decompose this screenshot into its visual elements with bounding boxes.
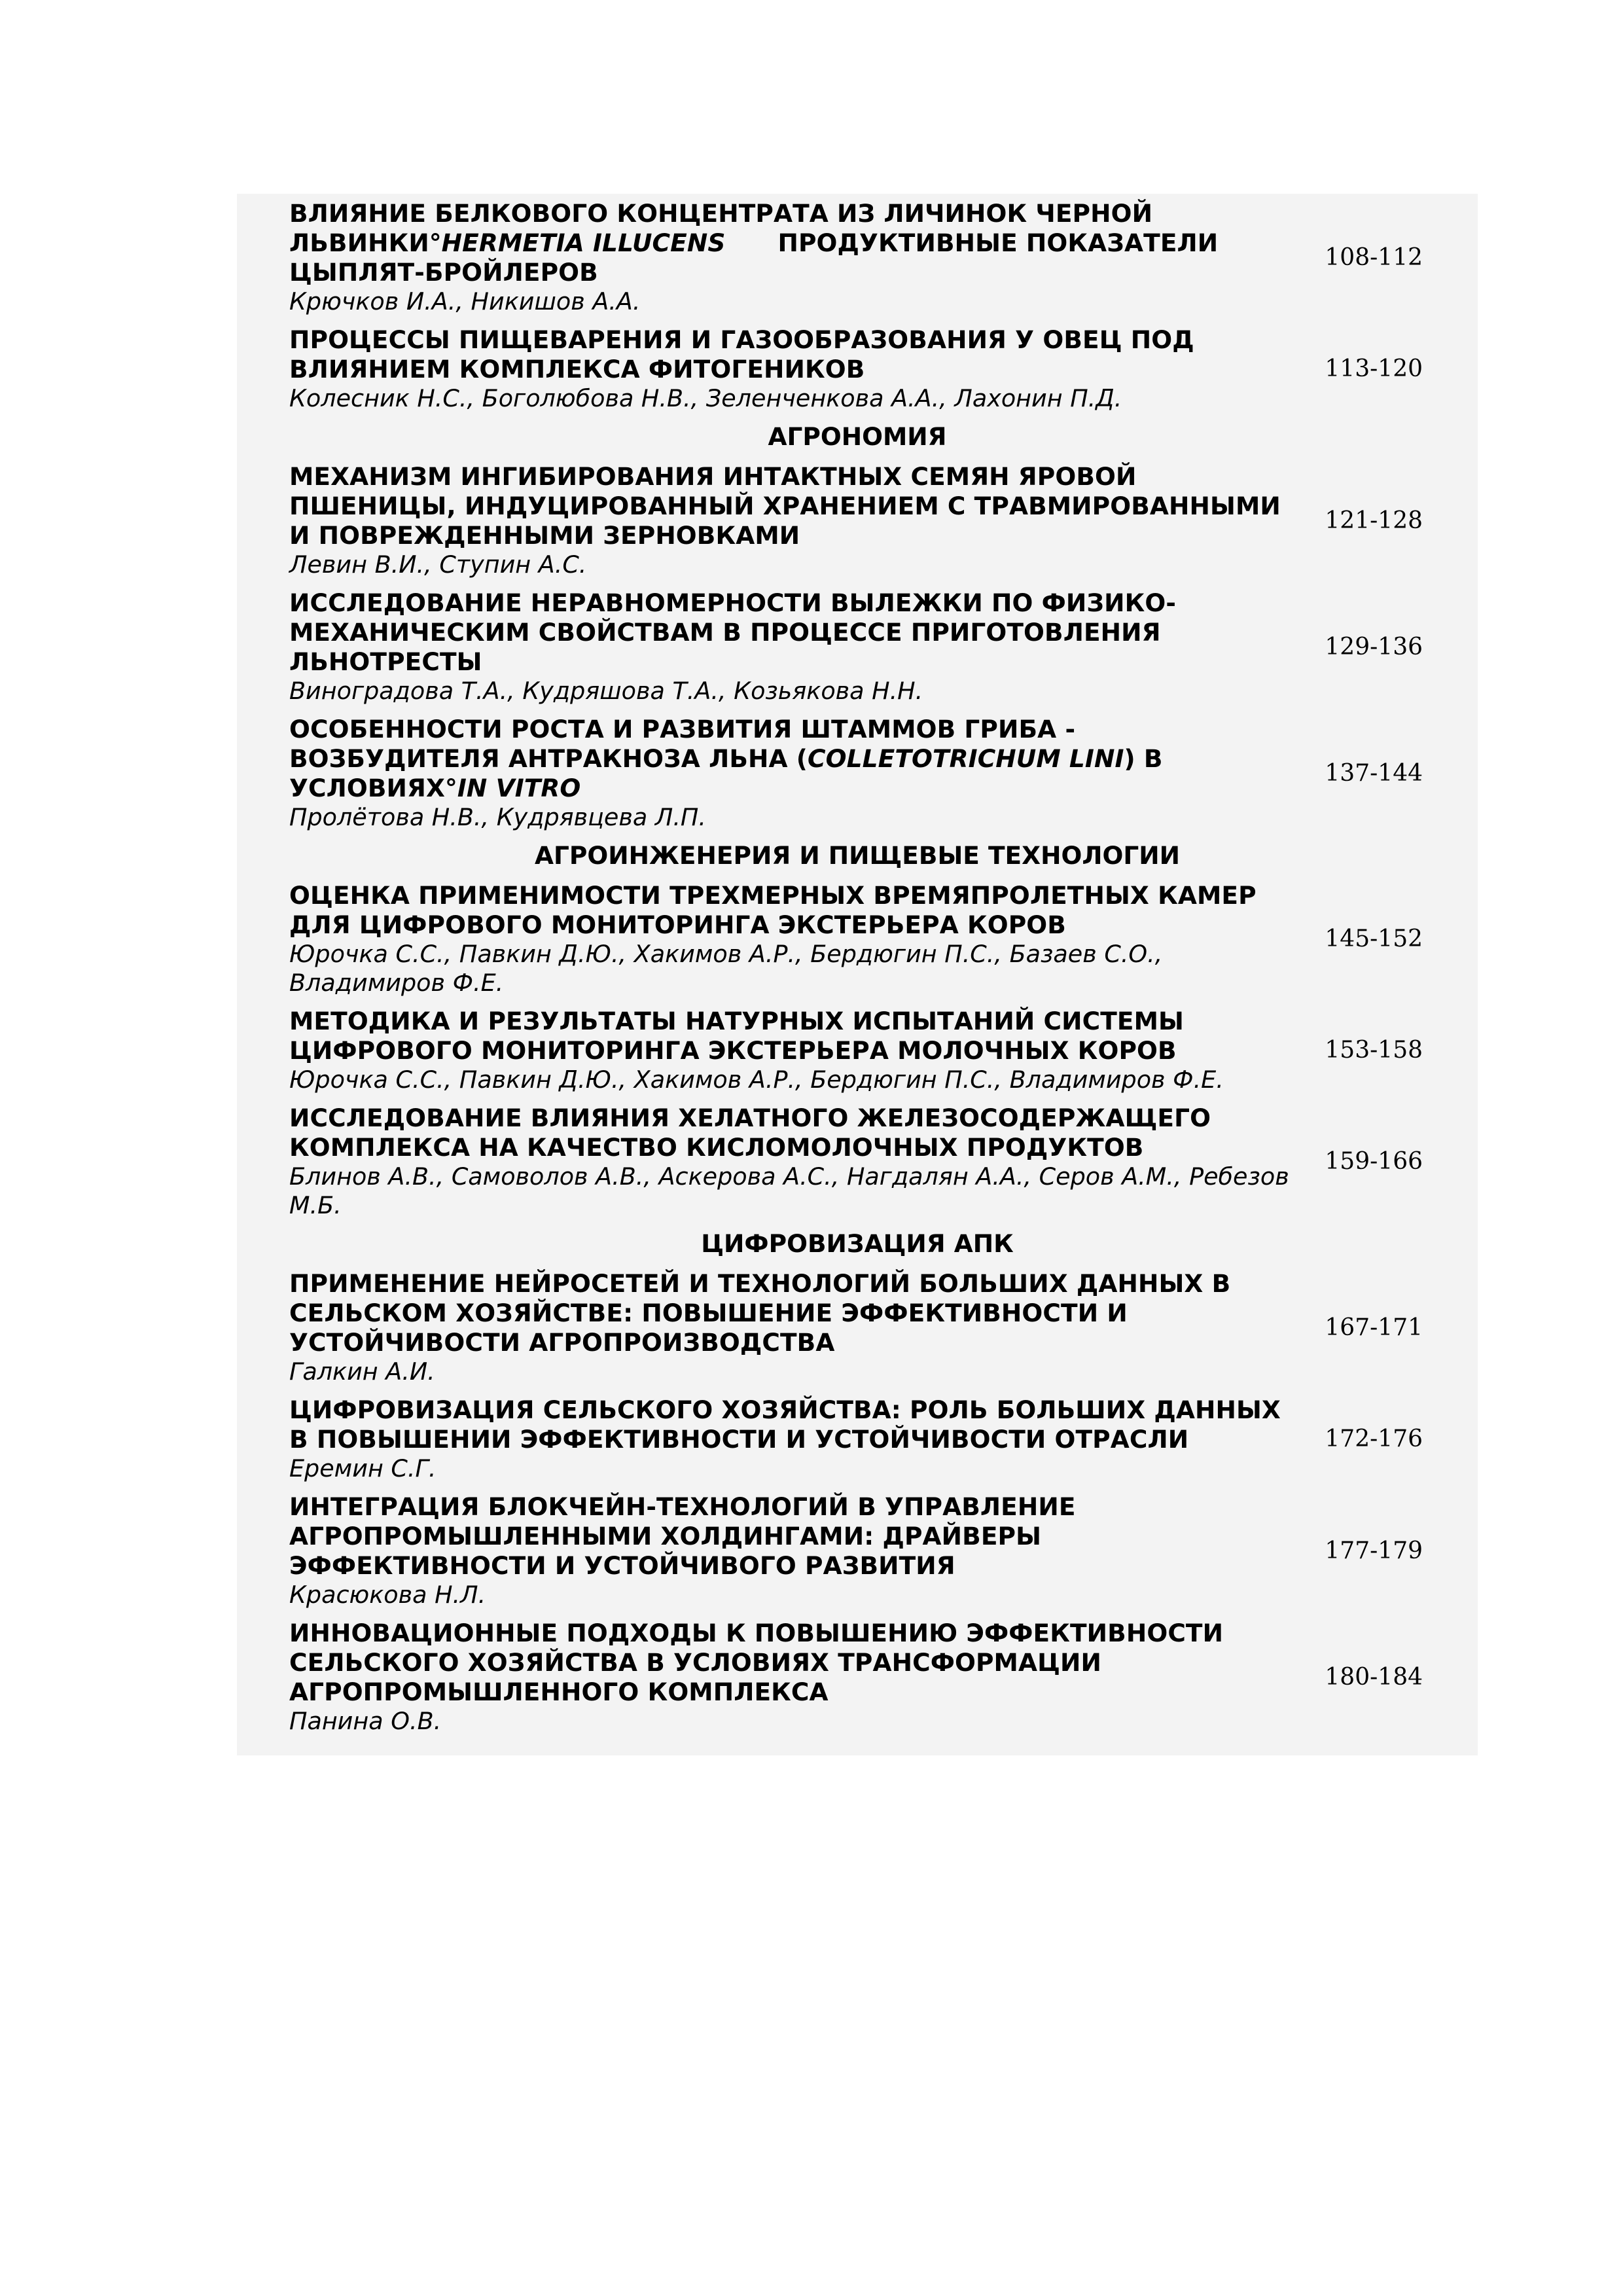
toc-entry — [237, 881, 1478, 997]
entry-pages: 180-184 — [1325, 1663, 1423, 1691]
entry-authors: Еремин С.Г. — [289, 1454, 437, 1482]
entry-authors: Крючков И.А., Никишов А.А. — [289, 287, 641, 315]
entry-authors: Юрочка С.С., Павкин Д.Ю., Хакимов А.Р., Бердюгин П.С., Базаев С.О., Владимиров Ф.Е. — [289, 940, 1163, 997]
entry-text — [289, 199, 1291, 316]
toc-entry — [237, 1103, 1478, 1220]
toc-entry — [237, 588, 1478, 706]
entry-pages: 145-152 — [1325, 925, 1423, 952]
entry-text — [289, 1395, 1291, 1483]
entry-pages: 167-171 — [1325, 1314, 1423, 1341]
toc-entry — [237, 325, 1478, 413]
entry-pages: 121-128 — [1325, 507, 1423, 534]
entry-pages: 172-176 — [1325, 1426, 1423, 1452]
toc-entry — [237, 1269, 1478, 1386]
entry-text — [289, 1492, 1291, 1609]
entry-title: ИССЛЕДОВАНИЕ НЕРАВНОМЕРНОСТИ ВЫЛЕЖКИ ПО ФИЗИКО-МЕХАНИЧЕСКИМ СВОЙСТВАМ В ПРОЦЕССЕ ПРИГОТОВЛЕНИЯ ЛЬНОТРЕСТЫ — [289, 588, 1176, 676]
entry-authors: Блинов А.В., Самоволов А.В., Аскерова А.С., Нагдалян А.А., Серов А.М., Ребезов М.Б. — [289, 1162, 1289, 1219]
entry-authors: Пролётова Н.В., Кудрявцева Л.П. — [289, 803, 706, 831]
table-of-contents — [237, 194, 1478, 1755]
entry-title: МЕТОДИКА И РЕЗУЛЬТАТЫ НАТУРНЫХ ИСПЫТАНИЙ СИСТЕМЫ ЦИФРОВОГО МОНИТОРИНГА ЭКСТЕРЬЕРА МОЛОЧНЫХ КОРОВ — [289, 1007, 1184, 1065]
toc-entry — [237, 1395, 1478, 1483]
entry-pages: 113-120 — [1325, 355, 1423, 382]
toc-entry — [237, 1492, 1478, 1609]
entry-text — [289, 1269, 1291, 1386]
section-heading: ЦИФРОВИЗАЦИЯ АПК — [701, 1229, 1014, 1258]
entry-title: ИССЛЕДОВАНИЕ ВЛИЯНИЯ ХЕЛАТНОГО ЖЕЛЕЗОСОДЕРЖАЩЕГО КОМПЛЕКСА НА КАЧЕСТВО КИСЛОМОЛОЧНЫХ ПРОДУКТОВ — [289, 1103, 1211, 1162]
entry-title: ПРОЦЕССЫ ПИЩЕВАРЕНИЯ И ГАЗООБРАЗОВАНИЯ У ОВЕЦ ПОД ВЛИЯНИЕМ КОМПЛЕКСА ФИТОГЕНИКОВ — [289, 325, 1194, 384]
section-heading: АГРОНОМИЯ — [768, 422, 947, 451]
entry-authors: Колесник Н.С., Боголюбова Н.В., Зеленченкова А.А., Лахонин П.Д. — [289, 384, 1122, 412]
entry-pages: 177-179 — [1325, 1537, 1423, 1564]
entry-text — [289, 1103, 1291, 1220]
entry-title: ЦИФРОВИЗАЦИЯ СЕЛЬСКОГО ХОЗЯЙСТВА: РОЛЬ БОЛЬШИХ ДАННЫХ В ПОВЫШЕНИИ ЭФФЕКТИВНОСТИ И УСТОЙЧИВОСТИ ОТРАСЛИ — [289, 1395, 1281, 1454]
title-part: ) В УСЛОВИЯХ° — [289, 744, 1163, 802]
entry-authors: Красюкова Н.Л. — [289, 1581, 486, 1609]
entry-title: ИНТЕГРАЦИЯ БЛОКЧЕЙН-ТЕХНОЛОГИЙ В УПРАВЛЕНИЕ АГРОПРОМЫШЛЕННЫМИ ХОЛДИНГАМИ: ДРАЙВЕРЫ ЭФФЕКТИВНОСТИ И УСТОЙЧИВОГО РАЗВИТИЯ — [289, 1492, 1076, 1580]
entry-authors: Галкин А.И. — [289, 1357, 435, 1386]
entry-authors: Левин В.И., Ступин А.С. — [289, 550, 587, 579]
entry-text — [289, 588, 1291, 706]
title-part: ПРОДУКТИВНЫЕ ПОКАЗАТЕЛИ ЦЫПЛЯТ-БРОЙЛЕРОВ — [289, 228, 1219, 287]
toc-entry — [237, 1619, 1478, 1736]
toc-entry — [237, 199, 1478, 316]
entry-title: МЕХАНИЗМ ИНГИБИРОВАНИЯ ИНТАКТНЫХ СЕМЯН ЯРОВОЙ ПШЕНИЦЫ, ИНДУЦИРОВАННЫЙ ХРАНЕНИЕМ С ТРАВМИРОВАННЫМИ И ПОВРЕЖДЕННЫМИ ЗЕРНОВКАМИ — [289, 462, 1281, 550]
title-part: ОСОБЕННОСТИ РОСТА И РАЗВИТИЯ ШТАММОВ ГРИБА - ВОЗБУДИТЕЛЯ АНТРАКНОЗА ЛЬНА ( — [289, 715, 1076, 773]
title-part-italic: HERMETIA ILLUCENS — [441, 228, 726, 257]
entry-pages: 153-158 — [1325, 1037, 1423, 1064]
section-heading: АГРОИНЖЕНЕРИЯ И ПИЩЕВЫЕ ТЕХНОЛОГИИ — [534, 841, 1181, 870]
entry-text — [289, 462, 1291, 579]
entry-authors: Юрочка С.С., Павкин Д.Ю., Хакимов А.Р., Бердюгин П.С., Владимиров Ф.Е. — [289, 1066, 1224, 1094]
entry-pages: 137-144 — [1325, 759, 1423, 787]
title-part-italic: COLLETOTRICHUM LINI — [808, 744, 1124, 773]
entry-authors: Панина О.В. — [289, 1707, 442, 1735]
title-part-italic: IN VITRO — [457, 774, 581, 802]
entry-text — [289, 1619, 1291, 1736]
entry-text — [289, 1007, 1291, 1094]
entry-pages: 159-166 — [1325, 1148, 1423, 1175]
entry-title — [289, 715, 1291, 803]
entry-title: ИННОВАЦИОННЫЕ ПОДХОДЫ К ПОВЫШЕНИЮ ЭФФЕКТИВНОСТИ СЕЛЬСКОГО ХОЗЯЙСТВА В УСЛОВИЯХ ТРАНСФОРМАЦИИ АГРОПРОМЫШЛЕННОГО КОМПЛЕКСА — [289, 1619, 1224, 1706]
toc-entry — [237, 1007, 1478, 1094]
entry-title — [289, 199, 1291, 287]
entry-text — [289, 325, 1291, 413]
entry-text — [289, 881, 1291, 997]
toc-entry — [237, 715, 1478, 832]
toc-entry — [237, 462, 1478, 579]
entry-authors: Виноградова Т.А., Кудряшова Т.А., Козьякова Н.Н. — [289, 677, 923, 705]
entry-text — [289, 715, 1291, 832]
entry-title: ОЦЕНКА ПРИМЕНИМОСТИ ТРЕХМЕРНЫХ ВРЕМЯПРОЛЕТНЫХ КАМЕР ДЛЯ ЦИФРОВОГО МОНИТОРИНГА ЭКСТЕРЬЕРА КОРОВ — [289, 881, 1257, 939]
title-part: ВЛИЯНИЕ БЕЛКОВОГО КОНЦЕНТРАТА ИЗ ЛИЧИНОК ЧЕРНОЙ ЛЬВИНКИ° — [289, 199, 1153, 257]
entry-title: ПРИМЕНЕНИЕ НЕЙРОСЕТЕЙ И ТЕХНОЛОГИЙ БОЛЬШИХ ДАННЫХ В СЕЛЬСКОМ ХОЗЯЙСТВЕ: ПОВЫШЕНИЕ ЭФФЕКТИВНОСТИ И УСТОЙЧИВОСТИ АГРОПРОИЗВОДСТВА — [289, 1269, 1231, 1357]
entry-pages: 108-112 — [1325, 243, 1423, 271]
entry-pages: 129-136 — [1325, 633, 1423, 660]
